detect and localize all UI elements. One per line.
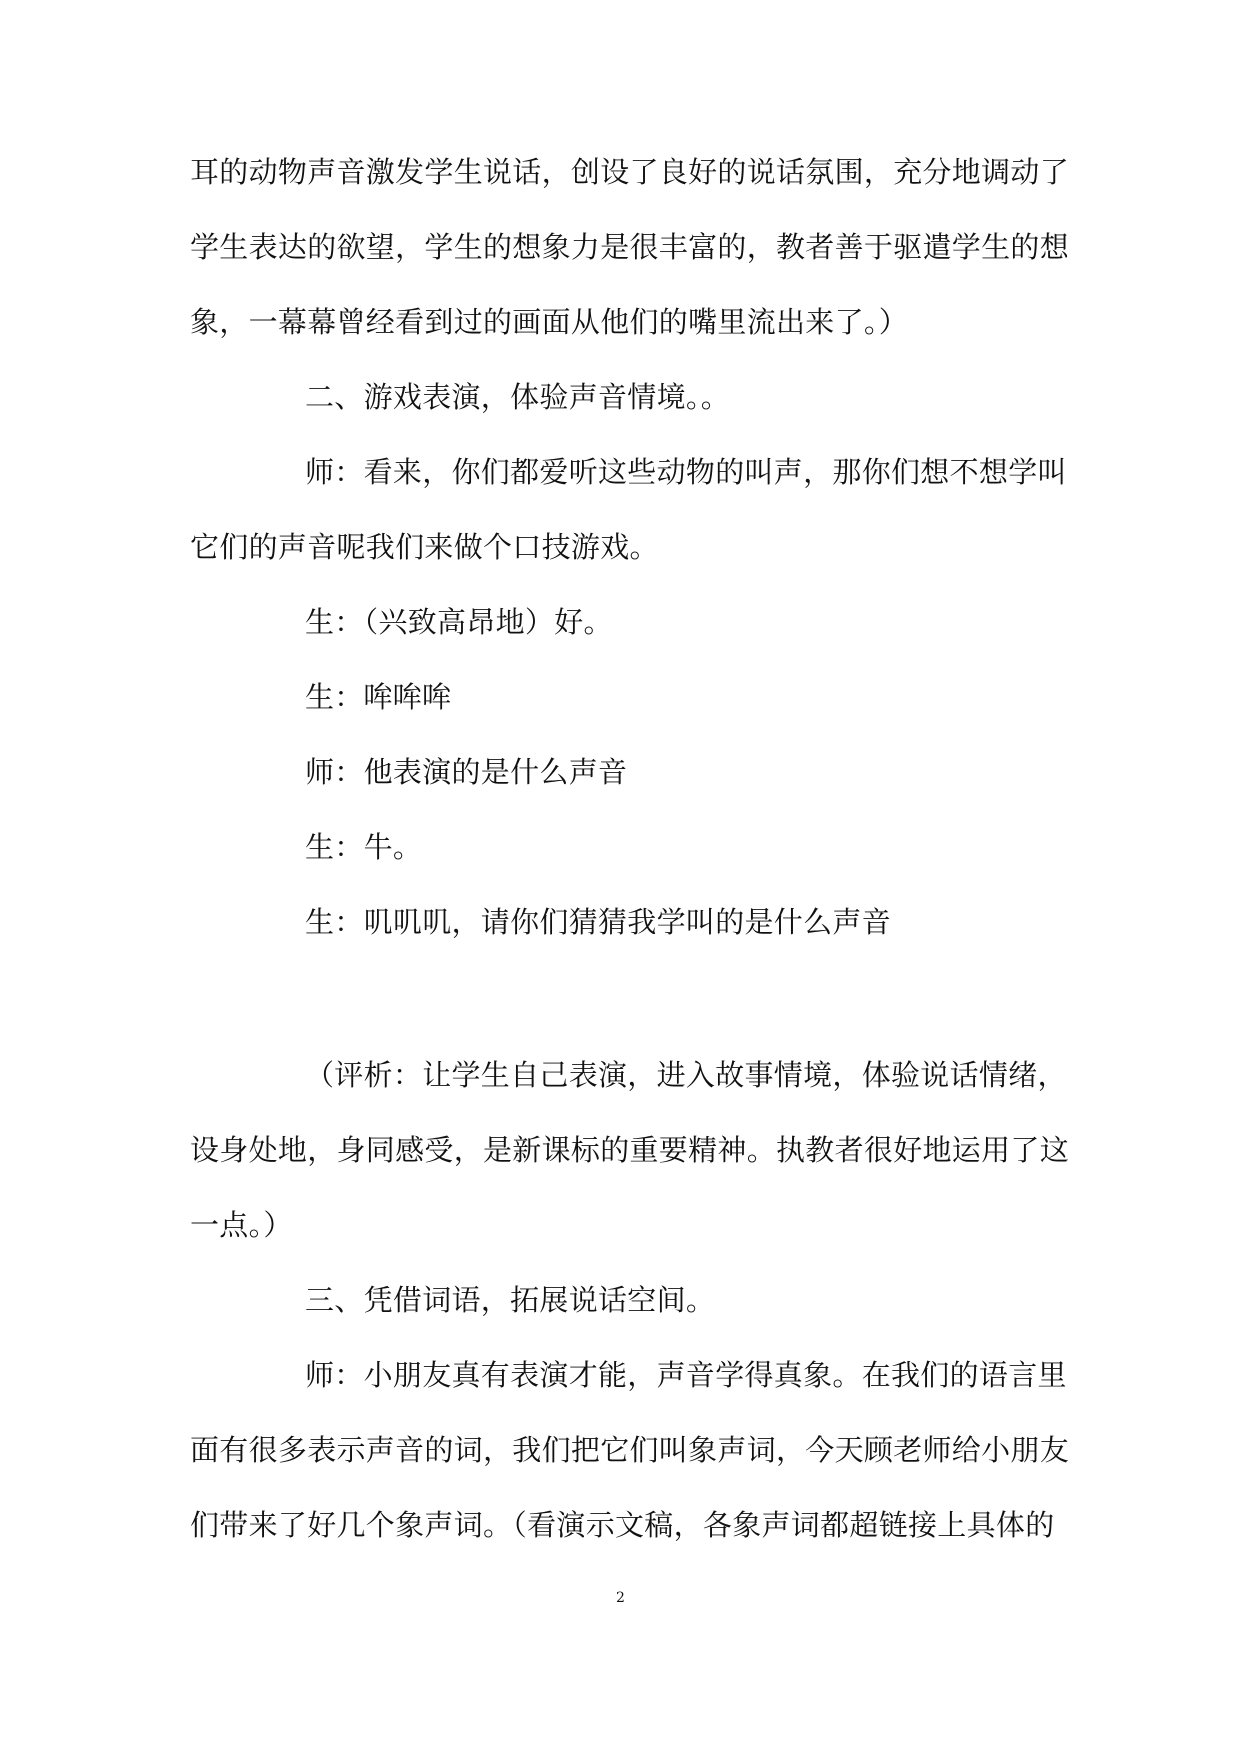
commentary-line: （评析：让学生自己表演，进入故事情境，体验说话情绪， [305, 1058, 1067, 1092]
dialogue-line: 生：叽叽叽，请你们猜猜我学叫的是什么声音 [305, 905, 892, 939]
commentary-line: 一点。） [190, 1208, 293, 1242]
paragraph-line: 学生表达的欲望，学生的想象力是很丰富的，教者善于驱遣学生的想 [190, 230, 1070, 264]
dialogue-line: 师：看来，你们都爱听这些动物的叫声，那你们想不想学叫 [305, 455, 1067, 489]
dialogue-line: 它们的声音呢我们来做个口技游戏。 [190, 530, 659, 564]
dialogue-line: 面有很多表示声音的词，我们把它们叫象声词，今天顾老师给小朋友 [190, 1433, 1070, 1467]
dialogue-line: 生：牛。 [305, 830, 423, 864]
dialogue-line: 生：（兴致高昂地）好。 [305, 605, 613, 639]
dialogue-line: 们带来了好几个象声词。（看演示文稿，各象声词都超链接上具体的 [190, 1508, 1055, 1542]
dialogue-line: 师：小朋友真有表演才能，声音学得真象。在我们的语言里 [305, 1358, 1067, 1392]
paragraph-line: 象，一幕幕曾经看到过的画面从他们的嘴里流出来了。） [190, 305, 909, 339]
commentary-line: 设身处地，身同感受，是新课标的重要精神。执教者很好地运用了这 [190, 1133, 1070, 1167]
paragraph-line: 耳的动物声音激发学生说话，创设了良好的说话氛围，充分地调动了 [190, 155, 1070, 189]
dialogue-line: 生：哞哞哞 [305, 680, 452, 714]
section-heading: 二、游戏表演，体验声音情境。。 [305, 380, 731, 414]
section-heading: 三、凭借词语，拓展说话空间。 [305, 1283, 716, 1317]
page-number: 2 [616, 1590, 625, 1606]
dialogue-line: 师：他表演的是什么声音 [305, 755, 628, 789]
